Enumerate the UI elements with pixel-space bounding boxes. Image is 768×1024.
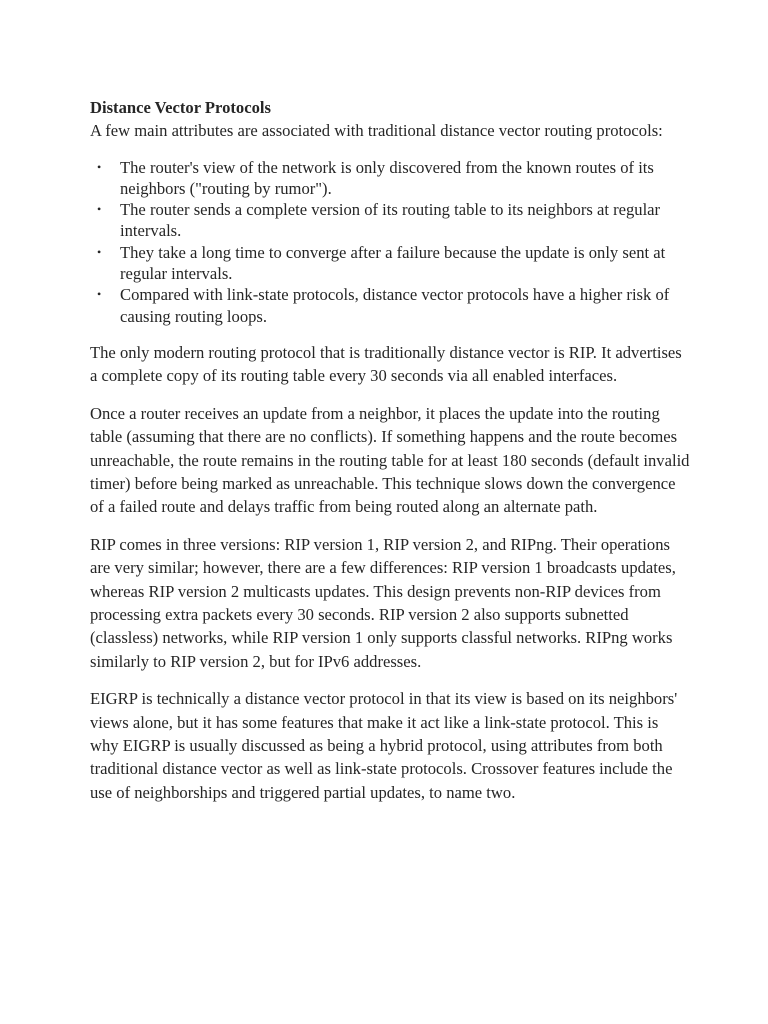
paragraph-rip-versions: RIP comes in three versions: RIP version 1, RIP version 2, and RIPng. Their operations are very similar; however, there are a few differences: RIP version 1 broadcasts updates, whereas RIP version 2 multicasts updates. This design prevents non-RIP devices from processing extra packets every 30 seconds. RIP version 2 also supports subnetted (classless) networks, while RIP version 1 only supports classful networks. RIPng works similarly to RIP version 2, but for IPv6 addresses. (90, 535, 676, 671)
bullet-icon: • (97, 159, 102, 174)
bullet-icon: • (97, 202, 102, 217)
list-item (90, 284, 690, 327)
list-item (90, 199, 690, 242)
intro-paragraph: A few main attributes are associated with traditional distance vector routing protocols: (90, 121, 663, 141)
list-item-text: The router sends a complete version of its routing table to its neighbors at regular intervals. (120, 200, 661, 241)
section-heading: Distance Vector Protocols (90, 98, 271, 117)
bullet-icon: • (97, 287, 102, 302)
list-item (90, 242, 690, 285)
paragraph-eigrp: EIGRP is technically a distance vector protocol in that its view is based on its neighbors' views alone, but it has some features that make it act like a link-state protocol. This is why EIGRP is usually discussed as being a hybrid protocol, using attributes from both traditional distance vector as well as link-state protocols. Crossover features include the use of neighborships and triggered partial updates, to name two. (90, 689, 678, 802)
list-item-text: The router's view of the network is only discovered from the known routes of its neighbors ("routing by rumor"). (120, 157, 654, 198)
document-page (90, 96, 690, 818)
list-item (90, 157, 690, 200)
list-item-text: They take a long time to converge after a failure because the update is only sent at regular intervals. (120, 242, 666, 284)
attribute-list (90, 157, 690, 327)
paragraph-update-timer: Once a router receives an update from a neighbor, it places the update into the routing table (assuming that there are no conflicts). If something happens and the route becomes unreachable, the route remains in the routing table for at least 180 seconds (default invalid timer) before being marked as unreachable. This technique slows down the convergence of a failed route and delays traffic from being routed along an alternate path. (90, 404, 690, 517)
list-item-text: Compared with link-state protocols, distance vector protocols have a higher risk of causing routing loops. (120, 285, 670, 326)
paragraph-rip-intro: The only modern routing protocol that is traditionally distance vector is RIP. It advertises a complete copy of its routing table every 30 seconds via all enabled interfaces. (90, 342, 682, 386)
bullet-icon: • (97, 244, 102, 259)
